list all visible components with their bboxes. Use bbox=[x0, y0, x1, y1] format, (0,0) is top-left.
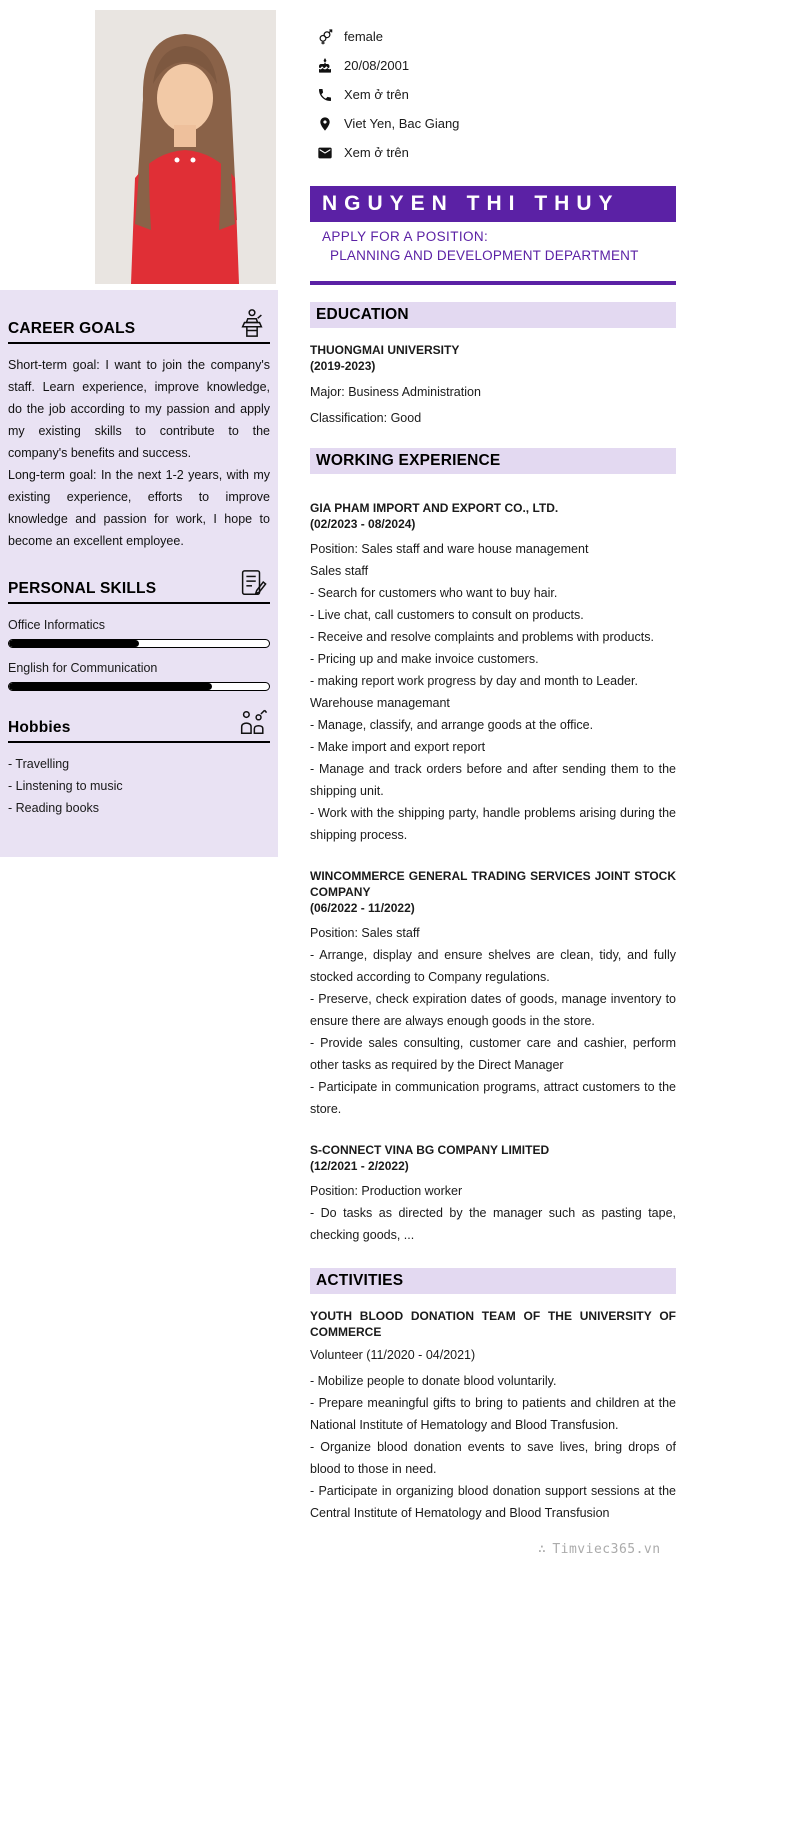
skill-item bbox=[8, 657, 270, 691]
activity-bullet: - Mobilize people to donate blood voluntarily. bbox=[310, 1374, 557, 1388]
gender-icon bbox=[316, 28, 333, 45]
job-bullet: - making report work progress by day and month to Leader. bbox=[310, 674, 638, 688]
job-period: (12/2021 - 2/2022) bbox=[310, 1159, 409, 1173]
activities-heading: ACTIVITIES bbox=[310, 1268, 676, 1294]
education-heading: EDUCATION bbox=[310, 302, 676, 328]
contact-info bbox=[316, 22, 459, 167]
activity-bullets bbox=[310, 1370, 676, 1524]
location-row bbox=[316, 109, 459, 138]
gender-value: female bbox=[344, 29, 384, 44]
hobbies-section bbox=[8, 707, 270, 819]
email-icon bbox=[316, 144, 333, 161]
dots-icon: ∴ bbox=[538, 1542, 547, 1557]
job-bullet: - Manage, classify, and arrange goods at the office. bbox=[310, 718, 594, 732]
job-company: S-CONNECT VINA BG COMPANY LIMITED bbox=[310, 1143, 550, 1157]
hobby-item: - Reading books bbox=[8, 801, 100, 815]
gender-row bbox=[316, 22, 459, 51]
birthday-row bbox=[316, 51, 459, 80]
hobby-item: - Linstening to music bbox=[8, 779, 123, 793]
job-bullet: - Pricing up and make invoice customers. bbox=[310, 652, 539, 666]
skill-name: English for Communication bbox=[8, 661, 158, 675]
school-years: (2019-2023) bbox=[310, 359, 376, 373]
hobbies-rule bbox=[8, 741, 270, 743]
job-bullet: - Arrange, display and ensure shelves are clean, tidy, and fully stocked according to Company regulations. bbox=[310, 948, 676, 984]
location-value: Viet Yen, Bac Giang bbox=[344, 116, 460, 131]
job-period: (02/2023 - 08/2024) bbox=[310, 517, 416, 531]
job-entry bbox=[310, 868, 676, 1120]
personal-skills-title: PERSONAL SKILLS bbox=[8, 580, 157, 597]
watermark bbox=[538, 1542, 661, 1557]
skill-bar bbox=[8, 682, 270, 691]
hobbies-title: Hobbies bbox=[8, 719, 71, 736]
birthday-value: 20/08/2001 bbox=[344, 58, 410, 73]
job-bullet: - Manage and track orders before and after sending them to the shipping unit. bbox=[310, 762, 676, 798]
job-bullet: - Live chat, call customers to consult on products. bbox=[310, 608, 584, 622]
career-goals-title: CAREER GOALS bbox=[8, 320, 136, 337]
career-goals-section bbox=[8, 308, 270, 552]
activity-bullet: - Participate in organizing blood donation support sessions at the Central Institute of Hematology and Blood Transfusion bbox=[310, 1484, 676, 1520]
job-company: WINCOMMERCE GENERAL TRADING SERVICES JOINT STOCK COMPANY bbox=[310, 869, 676, 899]
career-goal-short: Short-term goal: I want to join the company's staff. Learn experience, improve knowledge, do the job according to my passion and apply my existing skills to contribute to the company's benefits and success. bbox=[8, 358, 270, 460]
checklist-icon bbox=[234, 568, 270, 598]
job-period: (06/2022 - 11/2022) bbox=[310, 901, 415, 915]
hobbies-header bbox=[8, 707, 270, 737]
podium-icon bbox=[234, 308, 270, 338]
education-major: Major: Business Administration bbox=[310, 385, 481, 399]
job-list bbox=[310, 500, 676, 1246]
birthday-icon bbox=[316, 57, 333, 74]
header-divider bbox=[310, 281, 676, 285]
portrait-illustration bbox=[95, 10, 276, 284]
job-bullet: - Work with the shipping party, handle problems arising during the shipping process. bbox=[310, 806, 676, 842]
email-value: Xem ở trên bbox=[344, 145, 409, 160]
education-classification: Classification: Good bbox=[310, 411, 422, 425]
personal-skills-section bbox=[8, 568, 270, 691]
phone-row bbox=[316, 80, 459, 109]
apply-label: APPLY FOR A POSITION: bbox=[322, 229, 489, 244]
location-icon bbox=[316, 115, 333, 132]
watermark-text: Timviec365.vn bbox=[552, 1542, 661, 1557]
profile-photo bbox=[95, 10, 276, 284]
personal-skills-rule bbox=[8, 602, 270, 604]
activity-bullet: - Prepare meaningful gifts to bring to patients and children at the National Institute of Hematology and Blood Transfusion. bbox=[310, 1396, 676, 1432]
activity-bullet: - Organize blood donation events to save lives, bring drops of blood to those in need. bbox=[310, 1440, 676, 1476]
job-bullet: - Search for customers who want to buy hair. bbox=[310, 586, 558, 600]
job-position: Position: Sales staff bbox=[310, 926, 420, 940]
job-bullet: - Provide sales consulting, customer care and cashier, perform other tasks as required by the Direct Manager bbox=[310, 1036, 676, 1072]
activity-role: Volunteer (11/2020 - 04/2021) bbox=[310, 1348, 476, 1362]
career-goal-long: Long-term goal: In the next 1-2 years, with my existing experience, efforts to improve knowledge and passion for work, I hope to become an excellent employee. bbox=[8, 468, 270, 548]
people-icon bbox=[234, 707, 270, 737]
skill-bar bbox=[8, 639, 270, 648]
skill-fill bbox=[9, 640, 139, 647]
job-subsection-heading: Sales staff bbox=[310, 564, 369, 578]
job-bullet: - Receive and resolve complaints and problems with products. bbox=[310, 630, 654, 644]
phone-icon bbox=[316, 86, 333, 103]
job-bullet: - Preserve, check expiration dates of goods, manage inventory to ensure there are always enough goods in the store. bbox=[310, 992, 676, 1028]
job-entry bbox=[310, 1142, 676, 1246]
job-bullet: - Make import and export report bbox=[310, 740, 486, 754]
school-name: THUONGMAI UNIVERSITY bbox=[310, 343, 460, 357]
personal-skills-header bbox=[8, 568, 270, 598]
sidebar bbox=[0, 290, 278, 857]
apply-position: PLANNING AND DEVELOPMENT DEPARTMENT bbox=[330, 248, 639, 263]
main-column bbox=[310, 302, 676, 1524]
career-goals-rule bbox=[8, 342, 270, 344]
phone-value: Xem ở trên bbox=[344, 87, 409, 102]
career-goals-header bbox=[8, 308, 270, 338]
education-block bbox=[310, 342, 676, 426]
skill-item bbox=[8, 614, 270, 648]
job-bullet: - Do tasks as directed by the manager such as pasting tape, checking goods, ... bbox=[310, 1206, 676, 1242]
hobby-item: - Travelling bbox=[8, 757, 70, 771]
job-company: GIA PHAM IMPORT AND EXPORT CO., LTD. bbox=[310, 501, 559, 515]
job-subsection-heading: Warehouse managemant bbox=[310, 696, 450, 710]
candidate-name: NGUYEN THI THUY bbox=[310, 186, 676, 222]
experience-heading: WORKING EXPERIENCE bbox=[310, 448, 676, 474]
job-position: Position: Sales staff and ware house management bbox=[310, 542, 589, 556]
job-position: Position: Production worker bbox=[310, 1184, 463, 1198]
skill-fill bbox=[9, 683, 212, 690]
job-entry bbox=[310, 500, 676, 846]
activity-organization: YOUTH BLOOD DONATION TEAM OF THE UNIVERSITY OF COMMERCE bbox=[310, 1309, 676, 1339]
email-row bbox=[316, 138, 459, 167]
job-bullet: - Participate in communication programs, attract customers to the store. bbox=[310, 1080, 676, 1116]
skill-name: Office Informatics bbox=[8, 618, 106, 632]
